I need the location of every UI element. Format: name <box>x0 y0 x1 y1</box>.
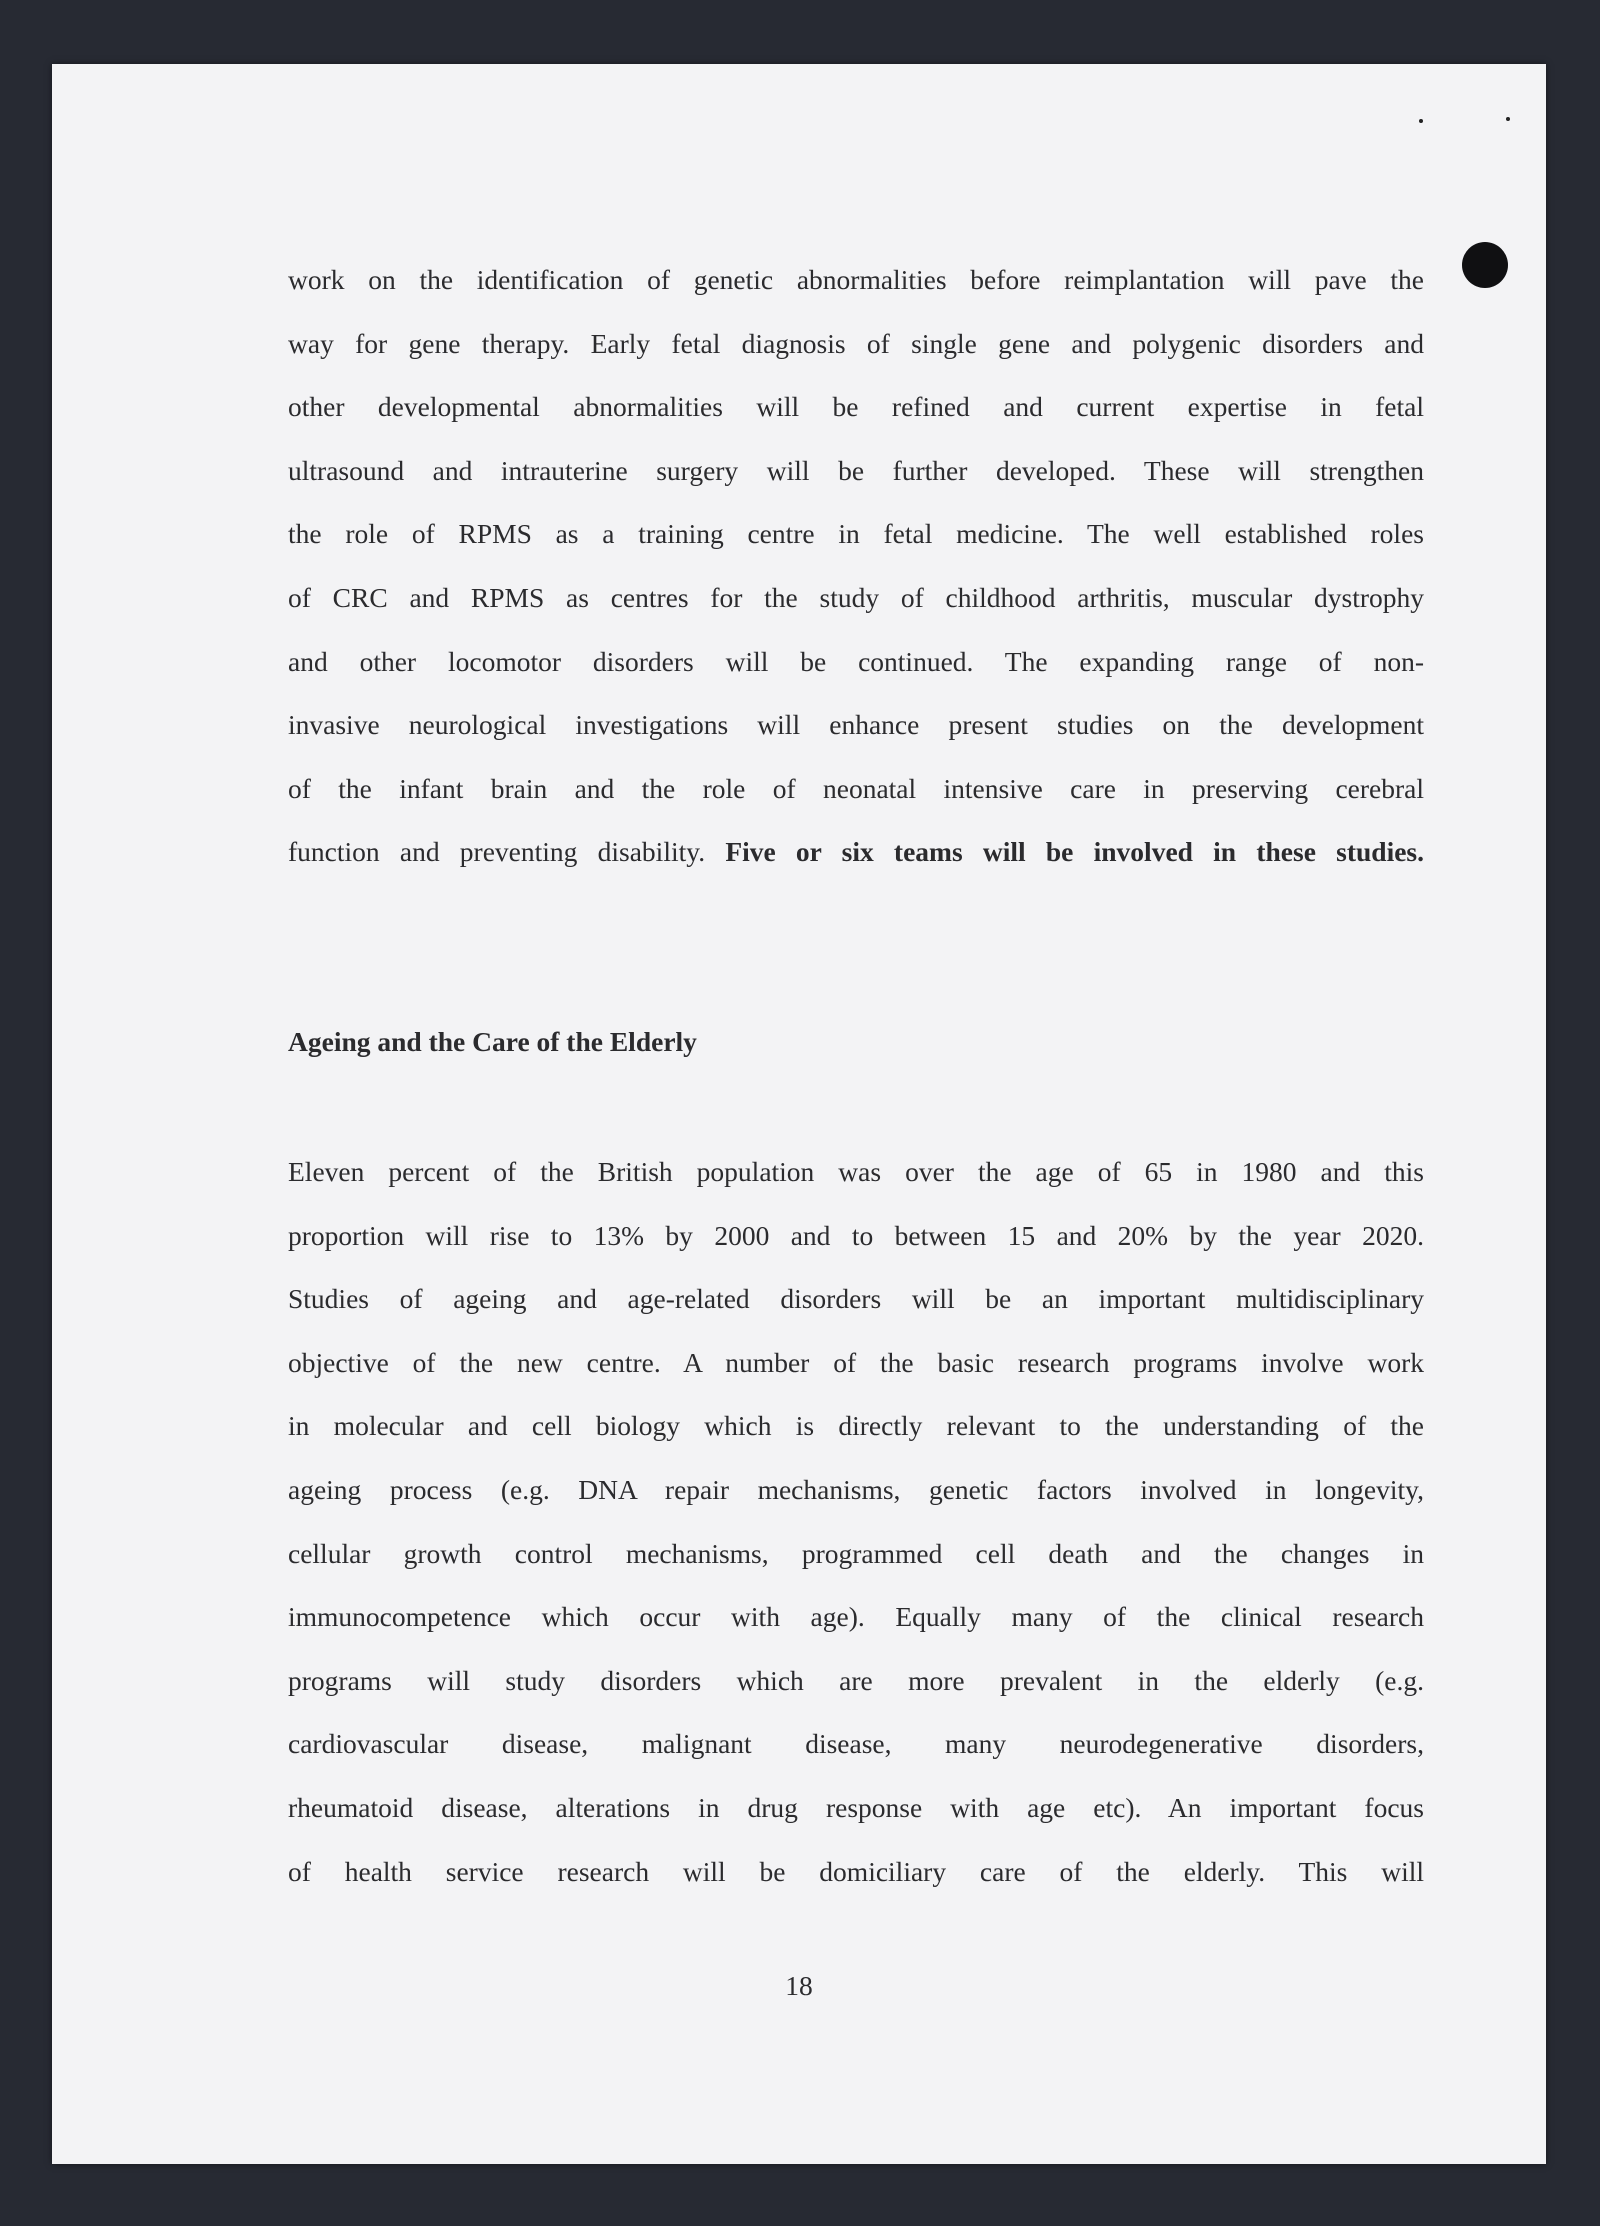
paragraph-elderly-care <box>288 1140 1424 1903</box>
text-line: of the infant brain and the role of neonatal intensive care in preserving cerebral <box>288 772 1424 804</box>
text-line: ageing process (e.g. DNA repair mechanisms, genetic factors involved in longevity, <box>288 1473 1424 1505</box>
text-line: and other locomotor disorders will be continued. The expanding range of non- <box>288 645 1424 677</box>
text-line: Eleven percent of the British population was over the age of 65 in 1980 and this <box>288 1156 1424 1187</box>
paragraph-fetal-medicine <box>288 248 1424 884</box>
section-heading: Ageing and the Care of the Elderly <box>288 1026 697 1057</box>
page-number: 18 <box>785 1970 813 2001</box>
text-line: way for gene therapy. Early fetal diagnosis of single gene and polygenic disorders and <box>288 327 1424 359</box>
text-line: rheumatoid disease, alterations in drug response with age etc). An important focus <box>288 1791 1424 1823</box>
text-line: immunocompetence which occur with age). Equally many of the clinical research <box>288 1601 1424 1633</box>
text-line: invasive neurological investigations will enhance present studies on the development <box>288 709 1424 741</box>
text-line: other developmental abnormalities will be refined and current expertise in fetal <box>288 391 1424 423</box>
text-line: of health service research will be domiciliary care of the elderly. This will <box>288 1855 1424 1887</box>
text-line: programs will study disorders which are more prevalent in the elderly (e.g. <box>288 1664 1424 1696</box>
text-line: cellular growth control mechanisms, programmed cell death and the changes in <box>288 1537 1424 1569</box>
text-line-normal: function and preventing disability. <box>288 836 706 868</box>
punch-hole <box>1462 242 1508 288</box>
text-line: Studies of ageing and age-related disorders will be an important multidisciplinary <box>288 1283 1424 1315</box>
text-line: the role of RPMS as a training centre in fetal medicine. The well established roles <box>288 518 1424 550</box>
text-line: ultrasound and intrauterine surgery will be further developed. These will strengthen <box>288 454 1424 486</box>
text-line: of CRC and RPMS as centres for the study of childhood arthritis, muscular dystrophy <box>288 581 1424 613</box>
text-line: objective of the new centre. A number of the basic research programs involve work <box>288 1346 1424 1378</box>
text-line: proportion will rise to 13% by 2000 and to between 15 and 20% by the year 2020. <box>288 1219 1424 1251</box>
text-line: cardiovascular disease, malignant disease, many neurodegenerative disorders, <box>288 1728 1424 1760</box>
document-page <box>52 64 1546 2164</box>
bold-summary-sentence: Five or six teams will be involved in these studies. <box>725 836 1424 868</box>
paper-speck <box>1419 119 1423 123</box>
text-line-last <box>288 820 1424 884</box>
text-line: work on the identification of genetic abnormalities before reimplantation will pave the <box>288 264 1424 295</box>
text-line: in molecular and cell biology which is directly relevant to the understanding of the <box>288 1410 1424 1442</box>
paper-speck <box>1506 117 1510 121</box>
